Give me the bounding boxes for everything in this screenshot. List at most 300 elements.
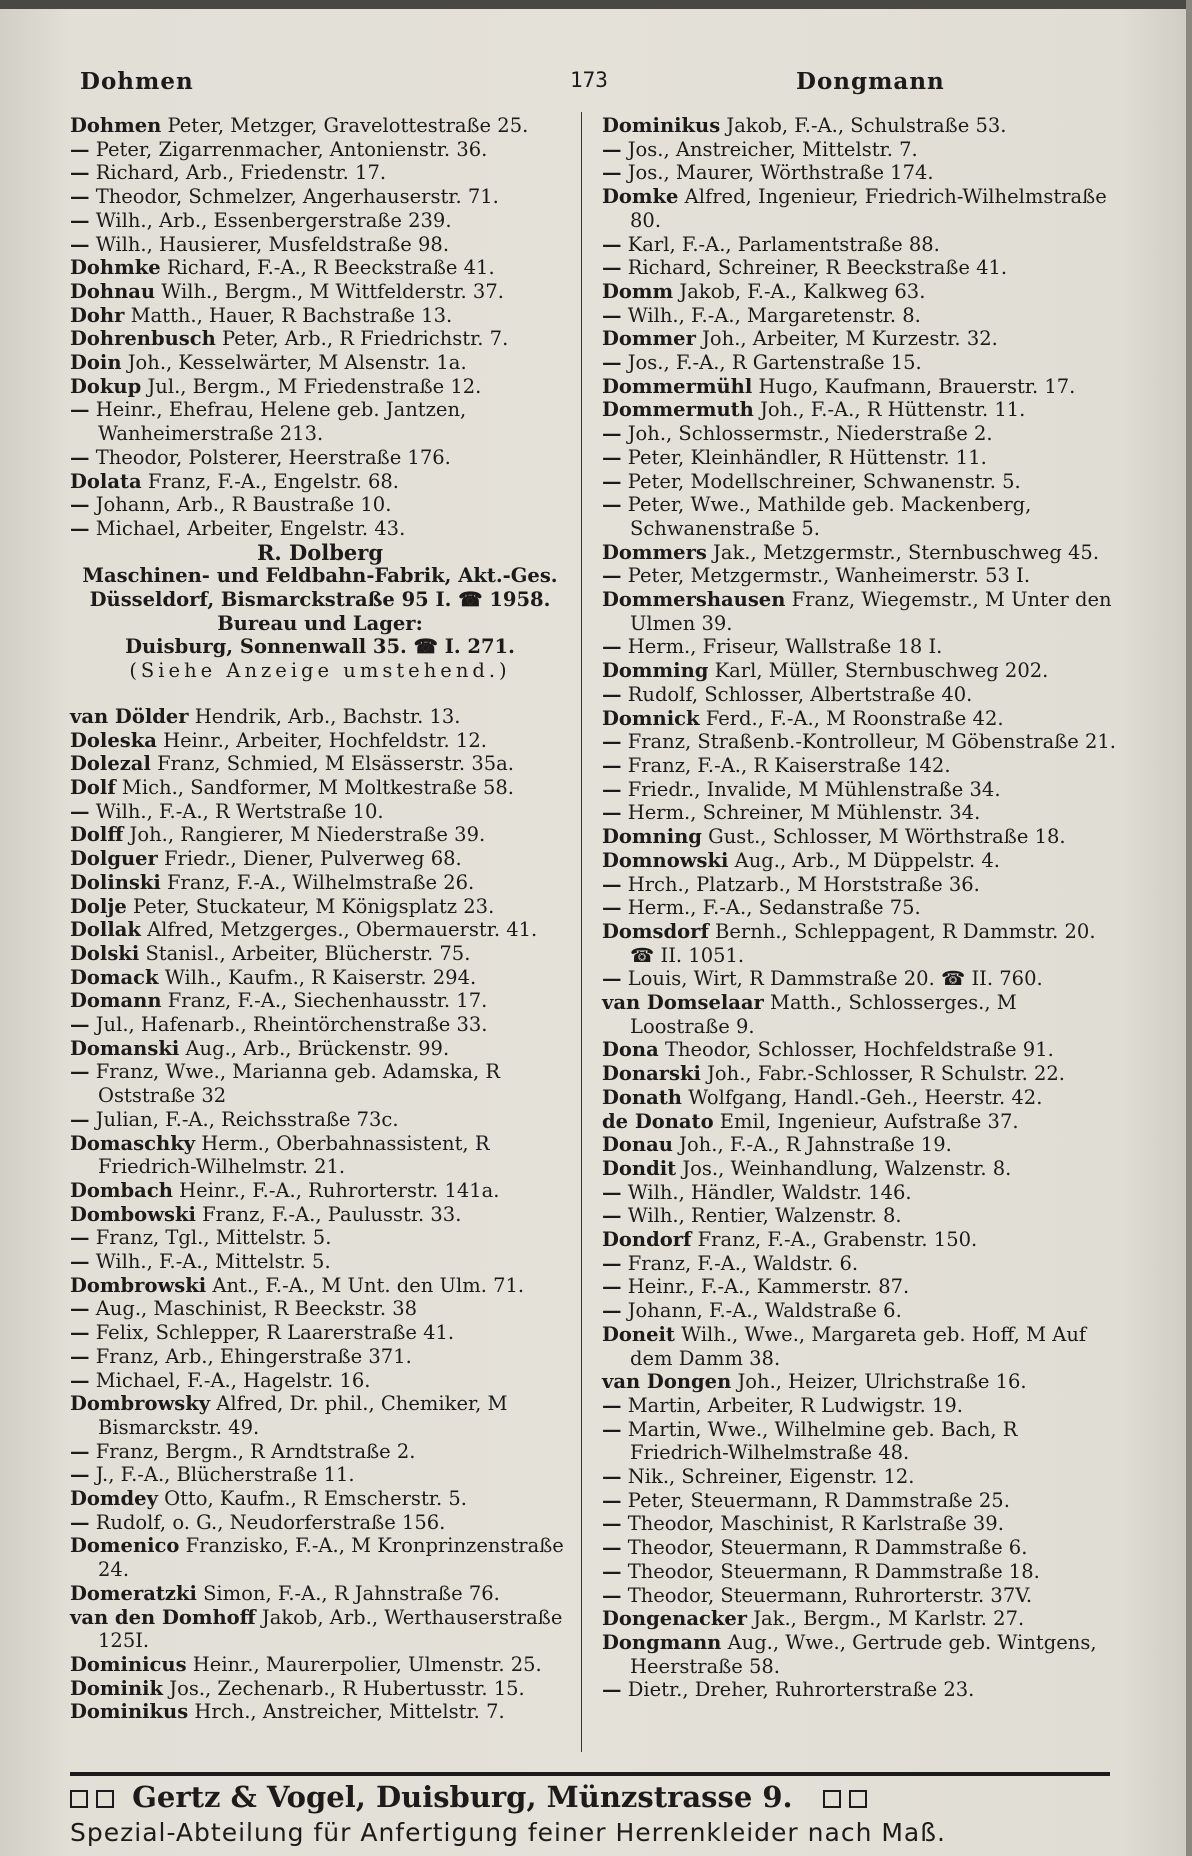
directory-entry xyxy=(602,801,1122,825)
directory-entry xyxy=(602,1394,1122,1418)
footer-advert-title: Gertz & Vogel, Duisburg, Münzstrasse 9. xyxy=(132,1780,793,1814)
entry-details: Emil, Ingenieur, Aufstraße 37. xyxy=(719,1109,1019,1133)
directory-entry xyxy=(602,470,1122,494)
directory-entry xyxy=(602,991,1122,1038)
directory-entry xyxy=(70,1250,570,1274)
directory-entry xyxy=(602,754,1122,778)
entry-details: Theodor, Schmelzer, Angerhauserstr. 71. xyxy=(95,185,499,209)
entry-details: Franz, F.-A., Wilhelmstraße 26. xyxy=(167,870,475,894)
directory-entry xyxy=(602,375,1122,399)
entry-details: Franzisko, F.-A., M Kronprinzenstraße 24. xyxy=(98,1534,570,1582)
entry-surname: — xyxy=(70,493,90,517)
entry-details: Hrch., Anstreicher, Mittelstr. 7. xyxy=(194,1700,505,1724)
directory-entry xyxy=(70,895,570,919)
directory-entry xyxy=(602,1252,1122,1276)
entry-details: Michael, Arbeiter, Engelstr. 43. xyxy=(95,516,406,540)
directory-entry xyxy=(70,705,570,729)
entry-surname: — xyxy=(602,872,622,896)
entry-details: Martin, Wwe., Wilhelmine geb. Bach, R Friedrich-Wilhelmstraße 48. xyxy=(627,1417,1024,1465)
entry-surname: Dombrowski xyxy=(70,1273,207,1297)
entry-details: Richard, Arb., Friedenstr. 17. xyxy=(95,161,387,185)
directory-entry xyxy=(602,1157,1122,1181)
directory-entry xyxy=(70,1440,570,1464)
entry-surname: Dohmke xyxy=(70,256,161,280)
entry-details: Johann, F.-A., Waldstraße 6. xyxy=(627,1299,902,1323)
directory-entry xyxy=(602,541,1122,565)
directory-entry xyxy=(70,1297,570,1321)
entry-details: Aug., Arb., M Düppelstr. 4. xyxy=(734,848,1000,872)
entry-details: Herm., Friseur, Wallstraße 18 I. xyxy=(627,635,943,659)
entry-details: Aug., Maschinist, R Beeckstr. 38 xyxy=(95,1297,418,1321)
entry-details: Nik., Schreiner, Eigenstr. 12. xyxy=(627,1465,915,1489)
directory-entry xyxy=(602,1560,1122,1584)
entry-surname: Dohr xyxy=(70,303,125,327)
entry-surname: Domsdorf xyxy=(602,919,709,943)
directory-entry xyxy=(70,989,570,1013)
entry-surname: Donau xyxy=(602,1133,673,1157)
entry-surname: — xyxy=(602,1583,622,1607)
entry-surname: Dolski xyxy=(70,941,140,965)
entry-surname: — xyxy=(602,137,622,161)
directory-entry xyxy=(602,1110,1122,1134)
directory-entry xyxy=(602,233,1122,257)
entry-surname: Dondit xyxy=(602,1156,677,1180)
directory-entry xyxy=(70,517,570,541)
entry-surname: — xyxy=(602,564,622,588)
header-left-keyword: Dohmen xyxy=(80,68,194,95)
entry-details: Wilh., Bergm., M Wittfelderstr. 37. xyxy=(161,279,504,303)
scan-right-edge xyxy=(1186,0,1192,1856)
directory-entry xyxy=(602,635,1122,659)
entry-details: Herm., Schreiner, M Mühlenstr. 34. xyxy=(627,801,981,825)
entry-surname: Dominicus xyxy=(70,1653,187,1676)
spacer xyxy=(70,683,570,705)
entry-surname: — xyxy=(70,137,90,161)
directory-entry xyxy=(602,1489,1122,1513)
directory-entry xyxy=(70,1463,570,1487)
entry-details: Wilh., Kaufm., R Kaiserstr. 294. xyxy=(164,965,477,989)
entry-surname: Dona xyxy=(602,1038,659,1062)
entry-surname: Dongenacker xyxy=(602,1607,748,1631)
directory-entry xyxy=(602,351,1122,375)
entry-surname: — xyxy=(602,967,622,991)
entry-surname: — xyxy=(602,303,622,327)
directory-entry xyxy=(70,1534,570,1581)
directory-entry xyxy=(70,470,570,494)
entry-surname: — xyxy=(602,351,622,375)
entry-details: Peter, Arb., R Friedrichstr. 7. xyxy=(222,327,509,351)
entry-surname: — xyxy=(602,635,622,659)
entry-details: Franz, F.-A., Paulusstr. 33. xyxy=(202,1202,462,1226)
entry-surname: van den Domhoff xyxy=(70,1605,256,1629)
entry-surname: de Donato xyxy=(602,1109,714,1133)
directory-entry xyxy=(602,1584,1122,1608)
directory-entry xyxy=(70,1274,570,1298)
directory-entry xyxy=(70,1132,570,1179)
advert-line: Maschinen- und Feldbahn-Fabrik, Akt.-Ges. xyxy=(82,564,558,588)
directory-entry xyxy=(70,1392,570,1439)
entry-surname: van Dongen xyxy=(602,1370,732,1394)
entry-details: Bernh., Schleppagent, R Dammstr. 20. ☎ II. 1051. xyxy=(630,919,1102,967)
entry-surname: — xyxy=(602,1251,622,1275)
entry-surname: — xyxy=(602,161,622,185)
directory-entry xyxy=(602,185,1122,232)
directory-entry xyxy=(602,1631,1122,1678)
directory-entry xyxy=(602,446,1122,470)
directory-entry xyxy=(602,564,1122,588)
entry-surname: — xyxy=(602,232,622,256)
directory-entry xyxy=(70,138,570,162)
entry-details: Franz, Straßenb.-Kontrolleur, M Göbenstraße 21. xyxy=(627,730,1116,754)
right-column xyxy=(602,114,1122,1702)
entry-list xyxy=(602,114,1122,1702)
entry-details: Hendrik, Arb., Bachstr. 13. xyxy=(194,704,461,728)
directory-entry xyxy=(70,1226,570,1250)
entry-surname: Domnowski xyxy=(602,848,729,872)
entry-details: Peter, Modellschreiner, Schwanenstr. 5. xyxy=(627,469,1021,493)
entry-details: Felix, Schlepper, R Laarerstraße 41. xyxy=(95,1321,455,1345)
entry-list xyxy=(70,705,570,1724)
entry-details: Jos., F.-A., R Gartenstraße 15. xyxy=(627,351,922,375)
entry-details: Gust., Schlosser, M Wörthstraße 18. xyxy=(708,825,1066,849)
entry-details: Karl, Müller, Sternbuschweg 202. xyxy=(714,659,1049,683)
entry-surname: — xyxy=(602,896,622,920)
entry-details: Franz, Bergm., R Arndtstraße 2. xyxy=(95,1439,416,1463)
entry-surname: — xyxy=(602,1275,622,1299)
entry-details: Wilh., Arb., Essenbergerstraße 239. xyxy=(95,208,452,232)
entry-details: Peter, Metzger, Gravelottestraße 25. xyxy=(167,114,529,137)
entry-details: Jos., Zechenarb., R Hubertusstr. 15. xyxy=(169,1676,525,1700)
directory-entry xyxy=(70,1369,570,1393)
column-divider xyxy=(581,112,582,1752)
entry-details: Rudolf, o. G., Neudorferstraße 156. xyxy=(95,1510,446,1534)
square-ornament-icon xyxy=(70,1790,88,1808)
scan-top-edge xyxy=(0,0,1192,9)
entry-details: Matth., Hauer, R Bachstraße 13. xyxy=(130,303,453,327)
directory-entry xyxy=(70,966,570,990)
entry-surname: — xyxy=(602,682,622,706)
entry-details: Wilh., Wwe., Margareta geb. Hoff, M Auf dem Damm 38. xyxy=(630,1322,1093,1370)
entry-details: Jakob, F.-A., Schulstraße 53. xyxy=(726,114,1007,137)
entry-details: Peter, Metzgermstr., Wanheimerstr. 53 I. xyxy=(627,564,1031,588)
entry-surname: — xyxy=(602,753,622,777)
entry-details: Peter, Steuermann, R Dammstraße 25. xyxy=(627,1488,1010,1512)
entry-surname: — xyxy=(70,1107,90,1131)
entry-surname: — xyxy=(70,185,90,209)
entry-surname: Domann xyxy=(70,989,162,1013)
directory-entry xyxy=(602,778,1122,802)
directory-entry xyxy=(70,871,570,895)
directory-entry xyxy=(70,1582,570,1606)
directory-entry xyxy=(602,1323,1122,1370)
entry-details: Jak., Metzgermstr., Sternbuschweg 45. xyxy=(713,540,1100,564)
entry-details: Theodor, Polsterer, Heerstraße 176. xyxy=(95,445,451,469)
directory-entry xyxy=(70,1677,570,1701)
directory-entry xyxy=(602,1607,1122,1631)
entry-details: Theodor, Steuermann, R Dammstraße 18. xyxy=(627,1559,1040,1583)
entry-surname: — xyxy=(602,1465,622,1489)
directory-entry xyxy=(602,825,1122,849)
entry-details: Theodor, Steuermann, Ruhrorterstr. 37V. xyxy=(627,1583,1033,1607)
entry-surname: Dommers xyxy=(602,540,707,564)
entry-details: Franz, Tgl., Mittelstr. 5. xyxy=(95,1226,332,1250)
entry-surname: — xyxy=(602,777,622,801)
directory-entry xyxy=(70,1179,570,1203)
entry-surname: Dominikus xyxy=(70,1700,189,1724)
entry-surname: — xyxy=(70,445,90,469)
entry-details: Alfred, Ingenieur, Friedrich-Wilhelmstraße 80. xyxy=(630,185,1113,232)
entry-surname: — xyxy=(70,516,90,540)
directory-entry xyxy=(70,1345,570,1369)
directory-entry xyxy=(70,493,570,517)
entry-surname: — xyxy=(602,256,622,280)
entry-surname: — xyxy=(70,1439,90,1463)
entry-surname: Dombrowsky xyxy=(70,1392,211,1416)
page-header xyxy=(70,68,1100,102)
entry-details: Michael, F.-A., Hagelstr. 16. xyxy=(95,1368,371,1392)
entry-details: Alfred, Dr. phil., Chemiker, M Bismarckstr. 49. xyxy=(98,1392,514,1439)
entry-surname: — xyxy=(602,493,622,517)
entry-surname: — xyxy=(602,1678,622,1702)
entry-details: Theodor, Schlosser, Hochfeldstraße 91. xyxy=(664,1038,1054,1062)
directory-entry xyxy=(70,1108,570,1132)
entry-surname: Doneit xyxy=(602,1322,675,1346)
directory-entry xyxy=(602,114,1122,138)
directory-entry xyxy=(602,327,1122,351)
entry-surname: — xyxy=(602,1488,622,1512)
entry-details: Joh., Arbeiter, M Kurzestr. 32. xyxy=(702,327,998,351)
entry-details: Julian, F.-A., Reichsstraße 73c. xyxy=(95,1107,399,1131)
entry-details: Franz, Schmied, M Elsässerstr. 35a. xyxy=(157,752,514,776)
directory-entry xyxy=(70,375,570,399)
entry-surname: Domack xyxy=(70,965,159,989)
directory-entry xyxy=(602,1133,1122,1157)
directory-entry xyxy=(70,233,570,257)
entry-details: Wilh., Händler, Waldstr. 146. xyxy=(627,1180,912,1204)
entry-details: Otto, Kaufm., R Emscherstr. 5. xyxy=(164,1487,467,1511)
entry-surname: — xyxy=(70,1226,90,1250)
directory-entry xyxy=(70,1013,570,1037)
entry-surname: — xyxy=(602,1393,622,1417)
directory-entry xyxy=(602,683,1122,707)
directory-entry xyxy=(70,776,570,800)
directory-entry xyxy=(602,967,1122,991)
entry-details: Theodor, Steuermann, R Dammstraße 6. xyxy=(627,1536,1028,1560)
directory-entry xyxy=(70,114,570,138)
entry-surname: Dolata xyxy=(70,469,142,493)
directory-entry xyxy=(602,1228,1122,1252)
entry-details: Joh., Fabr.-Schlosser, R Schulstr. 22. xyxy=(707,1062,1065,1086)
entry-surname: — xyxy=(602,1559,622,1583)
entry-details: Alfred, Metzgerges., Obermauerstr. 41. xyxy=(147,918,538,942)
entry-surname: Dohmen xyxy=(70,114,162,137)
entry-surname: — xyxy=(602,1536,622,1560)
directory-entry xyxy=(70,847,570,871)
page-number: 173 xyxy=(570,68,608,92)
entry-details: Jos., Weinhandlung, Walzenstr. 8. xyxy=(682,1156,1012,1180)
entry-details: Herm., F.-A., Sedanstraße 75. xyxy=(627,896,921,920)
entry-surname: van Dölder xyxy=(70,704,189,728)
directory-entry xyxy=(602,849,1122,873)
entry-surname: — xyxy=(70,398,90,422)
directory-entry xyxy=(602,1678,1122,1702)
footer-rule xyxy=(70,1772,1110,1776)
entry-list xyxy=(70,114,570,541)
entry-surname: Domm xyxy=(602,279,674,303)
entry-surname: Domke xyxy=(602,185,679,209)
entry-details: Richard, Schreiner, R Beeckstraße 41. xyxy=(627,256,1008,280)
directory-entry xyxy=(70,1037,570,1061)
directory-entry xyxy=(602,1418,1122,1465)
entry-surname: Dombowski xyxy=(70,1202,196,1226)
entry-details: Stanisl., Arbeiter, Blücherstr. 75. xyxy=(145,941,471,965)
directory-entry xyxy=(70,918,570,942)
square-ornament-icon xyxy=(96,1790,114,1808)
directory-entry xyxy=(602,659,1122,683)
entry-surname: Dongmann xyxy=(602,1631,722,1654)
directory-entry xyxy=(70,823,570,847)
entry-details: Simon, F.-A., R Jahnstraße 76. xyxy=(203,1581,500,1605)
entry-details: Franz, Arb., Ehingerstraße 371. xyxy=(95,1344,412,1368)
directory-entry xyxy=(70,1487,570,1511)
directory-entry xyxy=(70,304,570,328)
entry-details: Richard, F.-A., R Beeckstraße 41. xyxy=(166,256,495,280)
directory-entry xyxy=(602,1536,1122,1560)
entry-details: Jak., Bergm., M Karlstr. 27. xyxy=(753,1607,1025,1631)
directory-entry xyxy=(70,161,570,185)
entry-details: Franz, F.-A., Waldstr. 6. xyxy=(627,1251,859,1275)
entry-details: Aug., Wwe., Gertrude geb. Wintgens, Heerstraße 58. xyxy=(630,1631,1103,1678)
entry-details: Heinr., Maurerpolier, Ulmenstr. 25. xyxy=(192,1653,542,1676)
entry-surname: — xyxy=(602,1180,622,1204)
directory-entry xyxy=(70,942,570,966)
directory-entry xyxy=(602,730,1122,754)
entry-surname: Dominik xyxy=(70,1676,164,1700)
directory-entry xyxy=(602,1370,1122,1394)
entry-surname: Dondorf xyxy=(602,1228,692,1252)
entry-surname: Domaschky xyxy=(70,1131,196,1155)
entry-surname: Dokup xyxy=(70,374,142,398)
directory-entry xyxy=(602,138,1122,162)
entry-details: Franz, Wiegemstr., M Unter den Ulmen 39. xyxy=(630,588,1118,635)
entry-surname: Dohrenbusch xyxy=(70,327,216,351)
entry-surname: — xyxy=(602,445,622,469)
entry-surname: Dolguer xyxy=(70,847,158,871)
entry-surname: — xyxy=(602,1512,622,1536)
entry-surname: Dolje xyxy=(70,894,127,918)
directory-entry xyxy=(70,327,570,351)
directory-entry xyxy=(70,209,570,233)
advert-line: Bureau und Lager: xyxy=(217,611,423,635)
entry-surname: Dominikus xyxy=(602,114,721,137)
entry-details: Louis, Wirt, R Dammstraße 20. ☎ II. 760. xyxy=(627,967,1043,991)
entry-surname: Dohnau xyxy=(70,279,156,303)
entry-details: Jos., Maurer, Wörthstraße 174. xyxy=(627,161,934,185)
entry-details: Joh., F.-A., R Jahnstraße 19. xyxy=(679,1133,952,1157)
entry-details: Friedr., Invalide, M Mühlenstraße 34. xyxy=(627,777,1001,801)
entry-surname: — xyxy=(70,1013,90,1037)
entry-surname: — xyxy=(70,1250,90,1274)
square-ornament-icon xyxy=(823,1790,841,1808)
entry-details: Peter, Zigarrenmacher, Antonienstr. 36. xyxy=(95,137,488,161)
entry-surname: van Domselaar xyxy=(602,991,764,1015)
entry-details: Heinr., F.-A., Ruhrorterstr. 141a. xyxy=(179,1178,500,1202)
entry-details: Wilh., Rentier, Walzenstr. 8. xyxy=(627,1204,902,1228)
entry-details: Franz, F.-A., R Kaiserstraße 142. xyxy=(627,753,951,777)
entry-surname: — xyxy=(70,1463,90,1487)
directory-entry xyxy=(602,1038,1122,1062)
directory-entry xyxy=(70,256,570,280)
entry-details: Matth., Schlosserges., M Loostraße 9. xyxy=(630,991,1023,1038)
entry-surname: — xyxy=(70,1368,90,1392)
entry-details: Hrch., Platzarb., M Horststraße 36. xyxy=(627,872,980,896)
entry-surname: — xyxy=(602,1299,622,1323)
entry-details: Joh., Heizer, Ulrichstraße 16. xyxy=(737,1370,1027,1394)
entry-surname: — xyxy=(70,1060,90,1084)
entry-surname: — xyxy=(70,799,90,823)
entry-surname: — xyxy=(70,1344,90,1368)
advert-note: (Siehe Anzeige umstehend.) xyxy=(129,659,511,683)
directory-entry xyxy=(602,1062,1122,1086)
entry-surname: Dombach xyxy=(70,1178,173,1202)
entry-details: Wilh., F.-A., Margaretenstr. 8. xyxy=(627,303,921,327)
entry-surname: Dommershausen xyxy=(602,588,786,612)
entry-details: Karl, F.-A., Parlamentstraße 88. xyxy=(627,232,940,256)
entry-details: Wilh., Hausierer, Musfeldstraße 98. xyxy=(95,232,450,256)
entry-details: Peter, Kleinhändler, R Hüttenstr. 11. xyxy=(627,445,987,469)
directory-entry xyxy=(602,1086,1122,1110)
entry-surname: Domdey xyxy=(70,1487,158,1511)
entry-details: Joh., Kesselwärter, M Alsenstr. 1a. xyxy=(127,351,467,375)
entry-details: Franz, F.-A., Engelstr. 68. xyxy=(147,469,399,493)
directory-entry xyxy=(602,1181,1122,1205)
entry-details: Wilh., F.-A., R Wertstraße 10. xyxy=(95,799,384,823)
directory-entry xyxy=(70,1653,570,1677)
directory-entry xyxy=(602,873,1122,897)
directory-entry xyxy=(70,351,570,375)
directory-entry xyxy=(602,920,1122,967)
entry-surname: — xyxy=(70,1297,90,1321)
directory-entry xyxy=(70,280,570,304)
entry-details: Wilh., F.-A., Mittelstr. 5. xyxy=(95,1250,331,1274)
directory-entry xyxy=(602,161,1122,185)
directory-entry xyxy=(602,256,1122,280)
entry-surname: Donarski xyxy=(602,1062,701,1086)
directory-entry xyxy=(602,588,1122,635)
directory-entry xyxy=(602,1512,1122,1536)
entry-details: Hugo, Kaufmann, Brauerstr. 17. xyxy=(758,374,1076,398)
entry-surname: Dolf xyxy=(70,775,116,799)
entry-surname: Domning xyxy=(602,825,702,849)
entry-surname: Doleska xyxy=(70,728,157,752)
dolberg-advert xyxy=(70,541,570,683)
entry-details: Franz, F.-A., Siechenhausstr. 17. xyxy=(167,989,488,1013)
directory-entry xyxy=(70,729,570,753)
directory-entry xyxy=(602,1204,1122,1228)
entry-details: Peter, Stuckateur, M Königsplatz 23. xyxy=(133,894,495,918)
entry-surname: — xyxy=(602,730,622,754)
advert-line: Düsseldorf, Bismarckstraße 95 I. ☎ 1958. xyxy=(89,588,551,612)
entry-details: Mich., Sandformer, M Moltkestraße 58. xyxy=(121,775,514,799)
entry-details: Wolfgang, Handl.-Geh., Heerstr. 42. xyxy=(688,1085,1043,1109)
entry-surname: Dommer xyxy=(602,327,696,351)
entry-surname: — xyxy=(602,469,622,493)
entry-surname: Domanski xyxy=(70,1036,180,1060)
entry-surname: — xyxy=(70,1510,90,1534)
directory-entry xyxy=(70,1321,570,1345)
directory-entry xyxy=(602,1275,1122,1299)
directory-entry xyxy=(70,1606,570,1653)
